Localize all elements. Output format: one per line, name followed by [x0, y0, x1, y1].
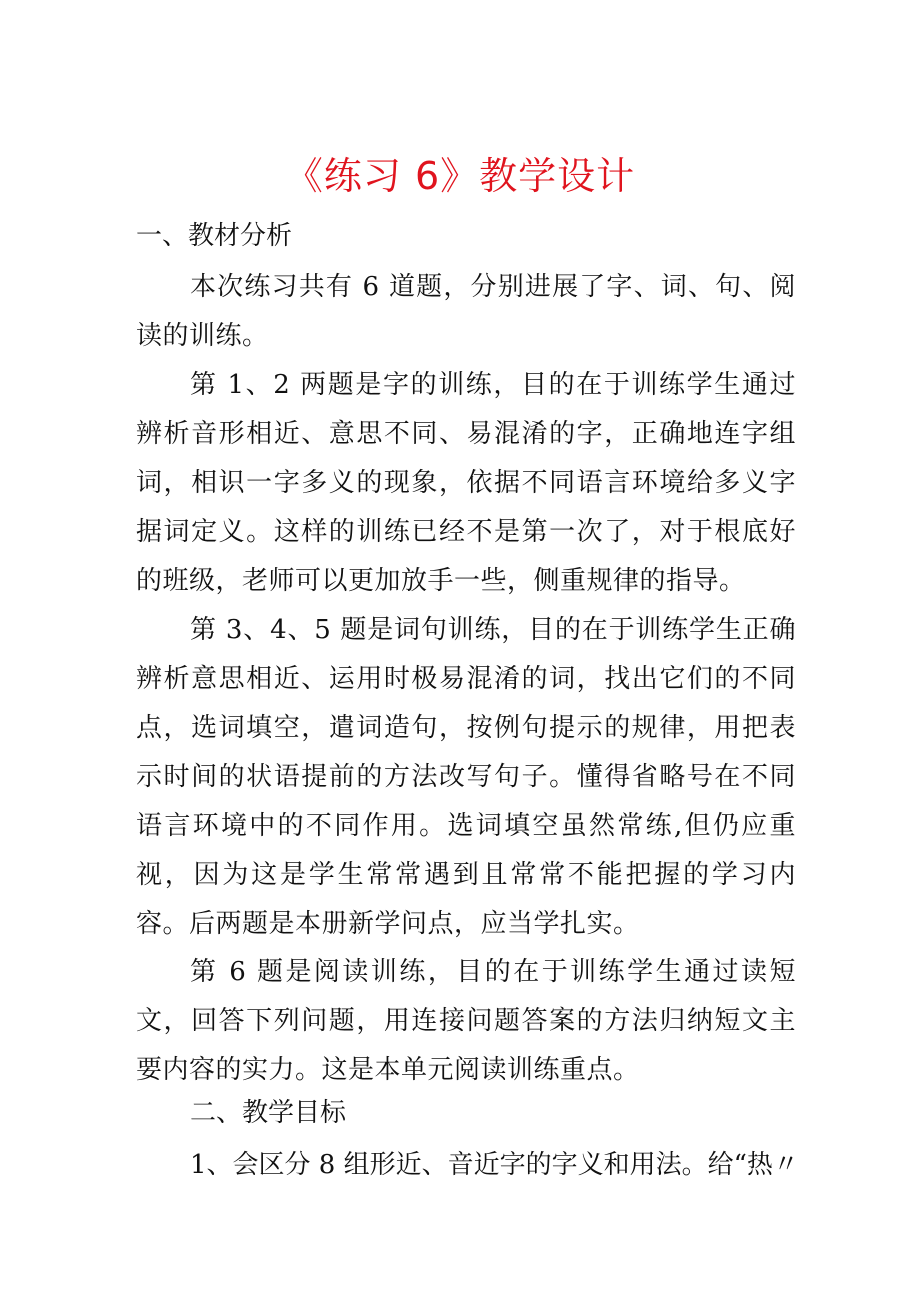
paragraph-question-6: 第 6 题是阅读训练，目的在于训练学生通过读短文，回答下列问题，用连接问题答案的方法归纳短文主要内容的实力。这是本单元阅读训练重点。: [136, 957, 796, 1085]
goal-item-1: 1、会区分 8 组形近、音近字的字义和用法。给“热〃: [190, 1150, 799, 1180]
paragraph-overview: 本次练习共有 6 道题，分别进展了字、词、句、阅读的训练。: [136, 272, 796, 351]
document-title: 《练习 6》教学设计: [284, 154, 636, 198]
section-heading-teaching-goals: 二、教学目标: [190, 1098, 347, 1128]
paragraph-questions-1-2: 第 1、2 两题是字的训练，目的在于训练学生通过辨析音形相近、意思不同、易混淆的字，正确地连字组词，相识一字多义的现象，依据不同语言环境给多义字据词定义。这样的训练已经不是第一次了，对于根底好的班级，老师可以更加放手一些，侧重规律的指导。: [136, 370, 796, 596]
paragraph-questions-3-5: 第 3、4、5 题是词句训练，目的在于训练学生正确辨析意思相近、运用时极易混淆的词，找出它们的不同点，选词填空，遣词造句，按例句提示的规律，用把表示时间的状语提前的方法改写句子。懂得省略号在不同语言环境中的不同作用。选词填空虽然常练,但仍应重视，因为这是学生常常遇到且常常不能把握的学习内容。后两题是本册新学问点，应当学扎实。: [136, 615, 796, 939]
section-heading-textbook-analysis: 一、教材分析: [136, 221, 293, 251]
